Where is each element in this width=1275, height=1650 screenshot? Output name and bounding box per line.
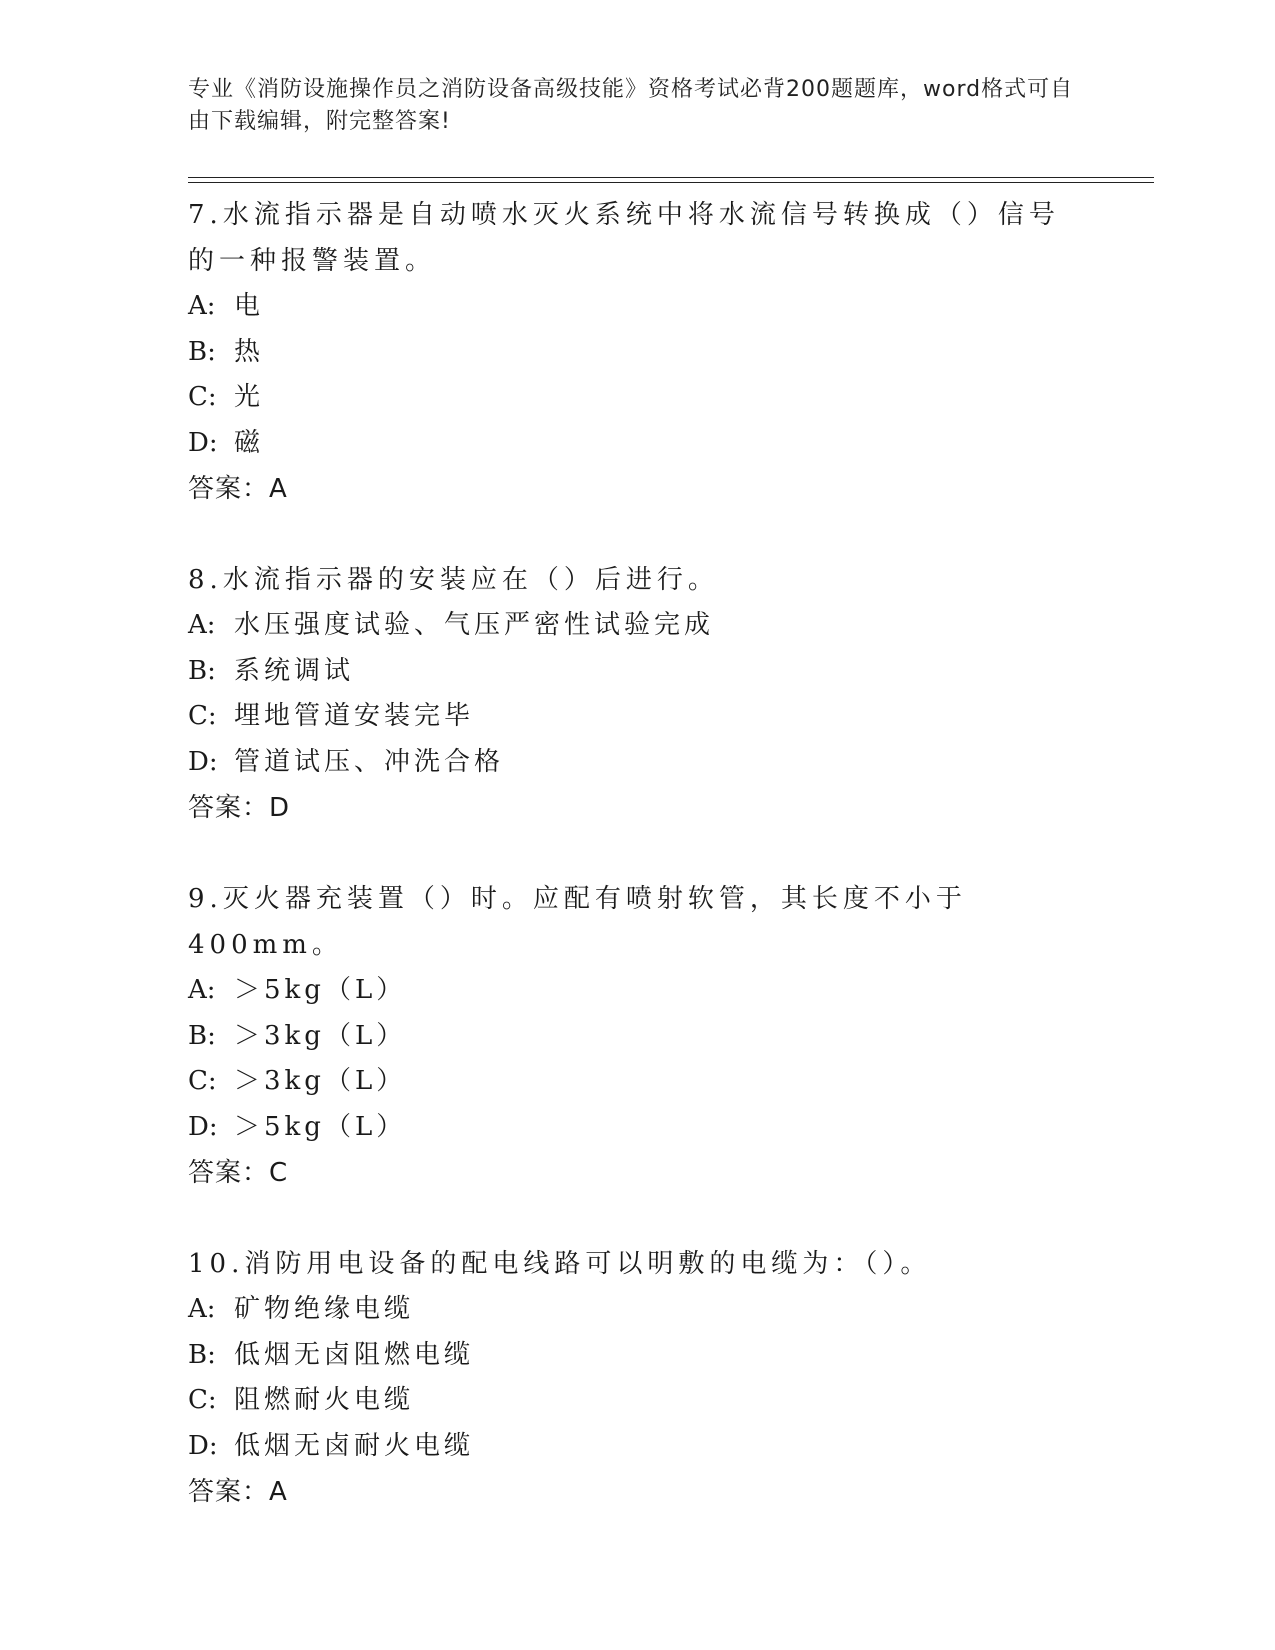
option-text: ＞5kg（L） [234,975,407,1005]
intro-text: 专业《消防设施操作员之消防设备高级技能》资格考试必背200题题库，word格式可自由下载编辑，附完整答案! [188,77,1074,134]
option-text: 管道试压、冲洗合格 [234,746,505,777]
option-b [188,1333,1088,1379]
answer-line: 答案：C [188,1158,289,1188]
option-b [188,330,1088,376]
header-divider-top [188,177,1154,178]
option-key: D: [188,1430,218,1461]
question-text [188,876,1088,968]
option-c [188,694,1088,740]
option-key: A: [188,975,216,1005]
answer-line: 答案：D [188,793,291,823]
option-text: 阻燃耐火电缆 [234,1385,415,1415]
option-text: 埋地管道安装完毕 [234,701,475,731]
option-key: C: [188,1385,217,1415]
option-text: 低烟无卤耐火电缆 [234,1430,475,1461]
answer-line: 答案：A [188,474,288,504]
question-stem: 灭火器充装置（）时。应配有喷射软管，其长度不小于400mm。 [188,884,967,960]
question-10 [188,1241,1088,1515]
option-key: A: [188,1294,216,1324]
option-key: B: [188,336,216,367]
option-key: A: [188,291,216,321]
option-a [188,603,1088,649]
option-text: ＞3kg（L） [234,1066,407,1096]
option-b [188,1014,1088,1060]
header-divider-bottom [188,182,1154,183]
question-8 [188,557,1088,831]
option-text: 磁 [234,427,265,458]
option-text: 水压强度试验、气压严密性试验完成 [234,610,715,640]
option-key: A: [188,610,216,640]
question-number: 8. [188,565,223,595]
option-text: 热 [234,336,265,367]
option-key: D: [188,1111,218,1142]
question-list [188,192,1088,1560]
question-text [188,557,1088,603]
option-text: 电 [234,291,265,321]
option-text: 光 [234,382,265,412]
option-d [188,1105,1088,1151]
option-key: C: [188,382,217,412]
option-text: ＞3kg（L） [234,1020,407,1051]
option-key: D: [188,746,218,777]
option-text: 矿物绝缘电缆 [234,1294,415,1324]
answer-line: 答案：A [188,1477,288,1507]
option-c [188,1059,1088,1105]
option-d [188,740,1088,786]
document-intro [188,74,1078,138]
question-stem: 水流指示器的安装应在（）后进行。 [222,565,719,595]
option-key: B: [188,1020,216,1051]
question-number: 7. [188,200,223,230]
option-c [188,1378,1088,1424]
option-c [188,375,1088,421]
option-d [188,1424,1088,1470]
option-b [188,649,1088,695]
option-key: C: [188,701,217,731]
option-key: B: [188,1339,216,1370]
option-a [188,968,1088,1014]
question-9 [188,876,1088,1196]
question-number: 9. [188,884,223,914]
question-text [188,1241,1088,1287]
option-text: 低烟无卤阻燃电缆 [234,1339,475,1370]
question-number: 10. [188,1249,245,1279]
option-a [188,284,1088,330]
option-a [188,1287,1088,1333]
question-text [188,192,1088,284]
option-key: D: [188,427,218,458]
question-stem: 消防用电设备的配电线路可以明敷的电缆为：（）。 [244,1249,932,1279]
option-text: ＞5kg（L） [234,1111,407,1142]
option-d [188,421,1088,467]
question-stem: 水流指示器是自动喷水灭火系统中将水流信号转换成（）信号的一种报警装置。 [188,200,1060,276]
question-7 [188,192,1088,512]
option-key: B: [188,655,216,686]
option-key: C: [188,1066,217,1096]
option-text: 系统调试 [234,655,355,686]
